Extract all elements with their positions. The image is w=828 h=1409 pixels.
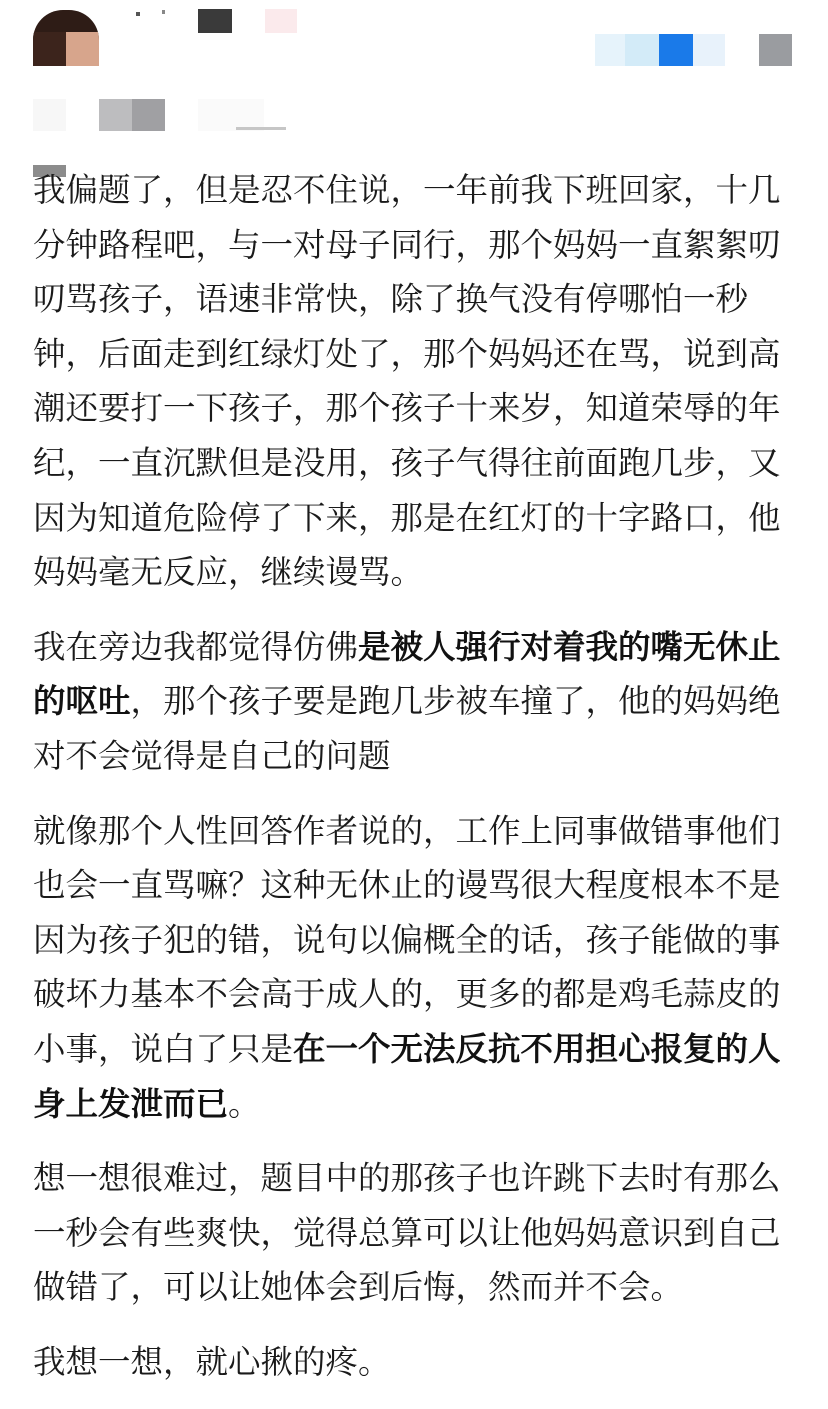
user-meta-pixel bbox=[236, 127, 286, 130]
avatar-hair bbox=[33, 32, 66, 66]
paragraph bbox=[33, 1335, 795, 1390]
user-meta-pixel bbox=[33, 99, 66, 131]
paragraph bbox=[33, 163, 795, 600]
post-header bbox=[0, 0, 828, 150]
username-pixel[interactable] bbox=[198, 9, 232, 33]
user-meta-pixel bbox=[132, 99, 165, 131]
bold-text: 是被人强行对着我的嘴无休止的呕吐 bbox=[33, 627, 781, 721]
follow-button-pixel bbox=[625, 34, 659, 66]
post-body bbox=[33, 163, 795, 1409]
paragraph-text: ，那个孩子要是跑几步被车撞了，他的妈妈绝对不会觉得是自己的问题 bbox=[33, 682, 781, 775]
username-pixel bbox=[162, 10, 165, 14]
paragraph bbox=[33, 804, 795, 1132]
paragraph bbox=[33, 620, 795, 784]
paragraph-text: 我想一想，就心揪的疼。 bbox=[33, 1342, 391, 1381]
paragraph-text: 想一想很难过，题目中的那孩子也许跳下去时有那么一秒会有些爽快，觉得总算可以让他妈妈意识到自己做错了，可以让她体会到后悔，然而并不会。 bbox=[33, 1159, 781, 1307]
paragraph-text: 就像那个人性回答作者说的，工作上同事做错事他们也会一直骂嘛？这种无休止的谩骂很大程度根本不是因为孩子犯的错，说句以偏概全的话，孩子能做的事破坏力基本不会高于成人的，更多的都是鸡毛蒜皮的小事，说白了只是 bbox=[33, 811, 781, 1068]
paragraph-text: 。 bbox=[228, 1084, 261, 1123]
avatar-face bbox=[66, 32, 99, 66]
paragraph bbox=[33, 1151, 795, 1315]
follow-button-pixel bbox=[693, 34, 725, 66]
paragraph-text: 我偏题了，但是忍不住说，一年前我下班回家，十几分钟路程吧，与一对母子同行，那个妈妈一直絮絮叨叨骂孩子，语速非常快，除了换气没有停哪怕一秒钟，后面走到红绿灯处了，那个妈妈还在骂，说到高潮还要打一下孩子，那个孩子十来岁，知道荣辱的年纪，一直沉默但是没用，孩子气得往前面跑几步，又因为知道危险停了下来，那是在红灯的十字路口，他妈妈毫无反应，继续谩骂。 bbox=[33, 171, 781, 592]
follow-button-pixel bbox=[659, 34, 693, 66]
paragraph-text: 我在旁边我都觉得仿佛 bbox=[33, 627, 359, 666]
avatar[interactable] bbox=[33, 10, 99, 66]
username-pixel bbox=[136, 12, 140, 16]
user-meta-pixel bbox=[99, 99, 132, 131]
username-pixel bbox=[265, 9, 297, 33]
more-options-icon[interactable] bbox=[759, 34, 792, 66]
bold-text: 在一个无法反抗不用担心报复的人身上发泄而已 bbox=[33, 1029, 781, 1123]
